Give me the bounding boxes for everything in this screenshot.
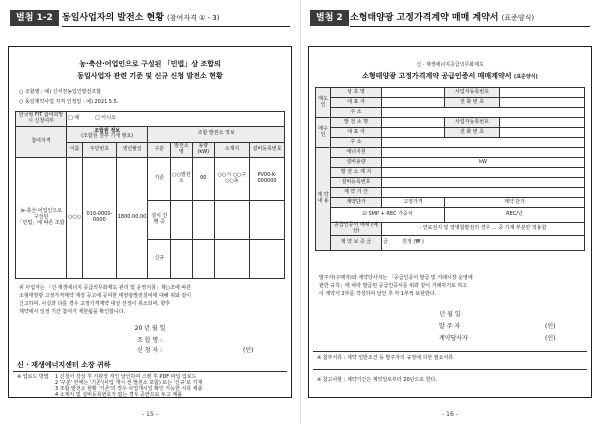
- amount-note: · 연료전지 및 열병합발전의 경우 ... 중 기재 부분만 적용함: [382, 223, 585, 236]
- cell-empty-a2: [192, 201, 214, 240]
- right-note-1: ※ 첨부서류 : 계약 일반조건 등 발주자의 규정에 의한 필요서류: [317, 355, 454, 361]
- col-reg: 설비등록번호: [250, 142, 285, 158]
- cell-type-existing: 기존: [148, 158, 171, 201]
- checkbox-yes[interactable]: □: [68, 115, 73, 122]
- buyer-tel-label: 전 화 번 호: [445, 128, 500, 138]
- buyer-plant-label: 발 전 소 명: [331, 118, 382, 128]
- party-buyer: 매수인: [316, 118, 331, 148]
- cell-member-name: ○○○: [67, 158, 83, 279]
- loc-label: 발 전 소 재 지: [331, 168, 382, 178]
- reg-val[interactable]: [382, 178, 585, 188]
- right-heading-small: 신 · 재생에너지공급의무화제도: [416, 62, 484, 68]
- col-cap: 용량 (kW): [192, 142, 214, 158]
- seller-tel-val[interactable]: [500, 98, 585, 108]
- cell-reg: PV00-K-000000: [250, 158, 285, 201]
- right-divider-1: [313, 351, 587, 352]
- left-page-title-note: (참여자격 ① - 3): [167, 14, 220, 22]
- left-info-org: ○ 조합명 : 예) 신서천농업인발전조합: [19, 89, 101, 95]
- seller-bizno-label: 사업자등록번호: [445, 88, 500, 98]
- left-form-frame: [8, 46, 292, 398]
- right-page-title-note: (표준양식): [501, 14, 535, 22]
- seller-addr-label: 주 소: [331, 108, 382, 118]
- left-date-line: 20 년 월 일: [134, 325, 166, 332]
- period-label: 계 약 기 간: [331, 188, 382, 198]
- seller-ceo-val[interactable]: [382, 98, 445, 108]
- buyer-bizno-val[interactable]: [500, 118, 585, 128]
- cell-empty-b3: [214, 240, 249, 279]
- buyer-plant-val[interactable]: [382, 118, 445, 128]
- left-applicant-org: 조 합 명 :: [137, 337, 163, 344]
- seller-addr-val[interactable]: [382, 108, 585, 118]
- right-contract-table: [315, 87, 585, 251]
- left-status-table: [15, 111, 285, 279]
- cell-member-date: 1800.00.00: [116, 158, 148, 279]
- hdr-members-title: 조합원 정보: [94, 127, 121, 134]
- check-yes-label: 예: [74, 115, 80, 122]
- left-applicant-name: 신 청 자 :: [137, 347, 163, 354]
- cell-empty-a1: [171, 201, 192, 240]
- penalty-cell[interactable]: [382, 236, 585, 251]
- left-para-1: 위 사업자는 「신·재생에너지 공급의무화제도 관리 및 운영지침」제○조에 따른: [19, 285, 191, 291]
- right-date-line: 년 월 일: [439, 311, 461, 318]
- left-seal: (인): [243, 347, 254, 354]
- right-page: [300, 0, 600, 424]
- seller-ceo-label: 대 표 자: [331, 98, 382, 108]
- eligibility-label-3: 「민법」에 따른 조합: [17, 219, 65, 226]
- left-info-date: ○ 동일계약사업 자격 인정일 : 예) 2021.5.5.: [19, 99, 119, 105]
- left-para-3: 신고하며, 사실과 다를 경우 고정가격계약 대상 선정이 취소되며, 향후: [19, 301, 171, 307]
- right-page-title-bar: [350, 10, 590, 27]
- buyer-tel-val[interactable]: [500, 128, 585, 138]
- check-no-label: 아니오: [101, 115, 116, 122]
- eligibility-cell: [16, 158, 67, 279]
- right-page-tag: 별첨 2: [310, 10, 349, 26]
- right-divider-2: [313, 369, 587, 370]
- eligibility-label-2: 구성된: [33, 214, 49, 221]
- col-date: 생년월일: [116, 142, 148, 158]
- left-para-2: 소형태양광 고정가격계약 계정 공고에 공여한 태양광발전설비에 대해 위와 같이: [19, 293, 192, 299]
- right-seal-1: (인): [545, 323, 556, 330]
- seller-bizno-val[interactable]: [500, 88, 585, 98]
- left-note-1: 1 신청서 작성 후 기관장 직인 날인하여 스캔 후 PDF 파일 업로드: [55, 374, 197, 380]
- left-divider: [13, 371, 287, 372]
- seller-tel-label: 전 화 번 호: [445, 98, 500, 108]
- hdr-eligibility: 참여자격: [16, 127, 67, 158]
- cell-empty-b2: [192, 240, 214, 279]
- right-para-3: 이 계약서 2부를 작성하여 날인 후 각 1부씩 보관한다.: [319, 291, 437, 297]
- period-val[interactable]: [382, 188, 585, 198]
- right-note-2: ※ 참고사항 : 계약기간은 계약일로부터 20년으로 한다.: [317, 377, 437, 383]
- right-form-frame: [308, 46, 592, 398]
- cell-source: ○○발전소: [171, 158, 192, 201]
- left-note-2: 2 '구분' 란에는 '기존'(사업 개시 전 발전소 포함) 또는 '신규'로 기재: [55, 380, 203, 386]
- cell-empty-a3: [214, 201, 249, 240]
- smp-cell: [331, 208, 445, 223]
- smp-checkbox[interactable]: ☑: [362, 211, 367, 218]
- right-sign-seller: 발 주 자: [439, 323, 461, 330]
- col-name: 이름: [67, 142, 83, 158]
- hdr-members: [67, 127, 148, 143]
- left-page-number: - 15 -: [142, 411, 158, 418]
- seller-company-label: 상 호 명: [331, 88, 382, 98]
- buyer-ceo-val[interactable]: [382, 128, 445, 138]
- left-notes-label: ※ 업로드 방법: [17, 374, 49, 380]
- rec-cell[interactable]: REC/년: [445, 208, 585, 223]
- penalty-val: 금: [383, 239, 388, 246]
- cap-label: 설비용량: [331, 158, 382, 168]
- cell-empty-a4: [250, 201, 285, 240]
- col-id: 주민번호: [83, 142, 117, 158]
- right-para-2: 관한 규칙」에 따라 발급된 공급인증서를 위와 같이 거래하기로 하고: [319, 283, 468, 289]
- price-note: 고정가격: [382, 198, 445, 208]
- buyer-addr-label: 주 소: [331, 138, 382, 148]
- cell-cap: 00: [192, 158, 214, 201]
- label-contract: 계 약 내 용: [316, 148, 331, 251]
- cell-empty-b4: [250, 240, 285, 279]
- left-note-4: 4 소재지 및 설비등록번호가 없는 경우 공란으로 두고 제출: [55, 392, 182, 398]
- hdr-plant: 조합 발전소 정보: [148, 127, 285, 143]
- right-sign-buyer: 계약당사자: [439, 335, 468, 342]
- cell-empty-b1: [171, 240, 192, 279]
- right-page-title: 소형태양광 고정가격계약 매매 계약서: [350, 13, 499, 23]
- seller-company-val[interactable]: [382, 88, 445, 98]
- cell-type-progress: 설치 진행 중: [148, 201, 171, 240]
- col-source: 발전소명: [171, 142, 192, 158]
- cap-val[interactable]: kW: [382, 158, 585, 168]
- left-recipient: 신 · 재생에너지센터 소장 귀하: [17, 361, 111, 369]
- right-seal-2: (인): [545, 335, 556, 342]
- right-heading-main: 소형태양광 고정가격계약 공급인증서 매매계약서: [362, 72, 512, 80]
- left-para-4: 계약에서 일정 기간 참여가 제한됨을 확인합니다.: [19, 309, 126, 315]
- left-page-title-bar: [62, 10, 290, 27]
- right-page-number: - 16 -: [442, 411, 458, 418]
- source-val[interactable]: [382, 148, 585, 158]
- amount-label: 공급인증서 매매 (예상): [331, 223, 382, 236]
- party-seller: 매도인: [316, 88, 331, 118]
- reg-label: 설비등록번호: [331, 178, 382, 188]
- penalty-unit: 원정 (₩ ): [402, 239, 424, 246]
- checkbox-no[interactable]: □: [95, 115, 100, 122]
- price-hdr: 계약단가: [331, 198, 382, 208]
- buyer-bizno-label: 사업자등록번호: [445, 118, 500, 128]
- eligibility-label-1: 농·축산·어업인으로: [20, 208, 62, 215]
- right-para-1: 발주자(구매자)와 계약당사자는 「공급인증서 발급 및 거래시장 운영에: [319, 275, 473, 281]
- smp-label: SMP + REC 가중치: [368, 211, 413, 218]
- left-heading-1: 농·축산·어업인으로 구성된 「민법」상 조합의: [79, 60, 221, 68]
- buyer-ceo-label: 대 표 자: [331, 128, 382, 138]
- cell-type-new: 신규: [148, 240, 171, 279]
- hdr-members-note: (조합원 전부 기재 필요): [81, 133, 134, 140]
- cell-member-id: 010-0000-0000: [83, 158, 117, 279]
- right-heading-main-line: [309, 71, 591, 81]
- left-page-tag: 별첨 1-2: [10, 10, 59, 26]
- left-heading-2: 동일사업자 관련 기준 및 신규 신청 발전소 현황: [77, 72, 223, 80]
- loc-val[interactable]: [382, 168, 585, 178]
- right-heading-note: (표준양식): [513, 74, 538, 80]
- penalty-label: 계 약 보 증 금: [331, 236, 382, 251]
- source-label: 에너지원: [331, 148, 382, 158]
- page-gutter: [300, 0, 301, 424]
- method-hdr: 계약 단가: [445, 198, 585, 208]
- buyer-addr-val[interactable]: [382, 138, 585, 148]
- cell-loc: ○○시 ○○구 ○○동: [214, 158, 249, 201]
- col-type: 구분: [148, 142, 171, 158]
- hdr-check: 한국형 FIT 참여희망 시 신청여부: [16, 112, 67, 127]
- check-row: [67, 112, 285, 127]
- left-note-3: 3 조합 발전소 현황 '기존'의 경우 사업개시일 확인 가능한 서류 제출: [55, 386, 203, 392]
- left-page-title: 동일사업자의 발전소 현황: [62, 13, 164, 23]
- col-loc: 소재지: [214, 142, 249, 158]
